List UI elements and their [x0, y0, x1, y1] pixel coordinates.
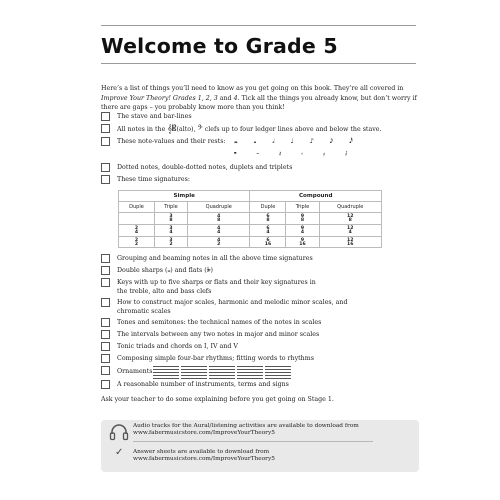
denominator: 16: [264, 242, 272, 248]
time-signature: [169, 215, 172, 224]
time-signature: [265, 239, 271, 248]
item-label: Tones and semitones: the technical names of the notes in scales: [117, 319, 322, 326]
item-label: The intervals between any two notes in major and minor scales: [117, 331, 320, 338]
time-signature: [301, 227, 304, 236]
numerator: 2: [134, 237, 139, 243]
time-signature: [266, 227, 269, 236]
denominator: 4: [266, 230, 270, 236]
time-signature: [217, 215, 220, 224]
checkbox[interactable]: [101, 278, 110, 287]
ornament-staff-icon: [209, 366, 235, 376]
time-signature: [169, 239, 172, 248]
numerator: 6: [266, 214, 270, 219]
time-signature-cell: [154, 224, 187, 236]
col-header: Triple: [154, 202, 187, 213]
time-signature-cell: [250, 236, 286, 248]
simple-header: Simple: [119, 191, 250, 202]
ornament-staff-icon: [265, 366, 291, 376]
item-label: Dotted notes, double-dotted notes, duplets and triplets: [117, 164, 293, 171]
col-header: Triple: [286, 202, 319, 213]
time-signature-cell: [286, 236, 319, 248]
checkbox[interactable]: [101, 124, 110, 133]
time-signature-cell: [119, 236, 155, 248]
time-signature-cell: [188, 224, 250, 236]
denominator: 8: [266, 218, 270, 224]
time-signature-cell: [119, 213, 155, 225]
intro-text-3: . Tick all the things you already know, but don’t worry if there are gaps – you probably know more than you think!: [101, 94, 417, 112]
table-row: [119, 224, 382, 236]
time-signature: [301, 215, 304, 224]
numerator: 6: [266, 237, 270, 243]
treble-clef-icon: 𝄞: [167, 124, 173, 133]
numerator: 4: [217, 214, 221, 219]
numerator: 12: [347, 237, 354, 243]
denominator: 8: [169, 218, 173, 224]
checkbox[interactable]: [101, 137, 110, 146]
compound-header: Compound: [250, 191, 382, 202]
checkbox[interactable]: [101, 298, 110, 307]
item-label: The stave and bar-lines: [117, 113, 192, 120]
time-signature: [217, 239, 220, 248]
checkbox[interactable]: [101, 330, 110, 339]
time-signature: [347, 227, 353, 236]
checkbox[interactable]: [101, 163, 110, 172]
checkbox[interactable]: [101, 342, 110, 351]
denominator: 4: [300, 230, 305, 236]
time-signature-cell: [154, 213, 187, 225]
bass-clef-icon: 𝄢: [197, 124, 203, 133]
time-signature: [266, 215, 269, 224]
time-signature-cell: [319, 224, 382, 236]
downloads-box: [101, 420, 419, 472]
checkbox[interactable]: [101, 175, 110, 184]
item-label: A reasonable number of instruments, terms and signs: [117, 381, 289, 388]
item-label: Grouping and beaming notes in all the above time signatures: [117, 255, 313, 262]
item-label: (alto),: [176, 126, 196, 133]
denominator: 16: [299, 242, 306, 248]
col-header: Quadruple: [319, 202, 382, 213]
title-rule: [101, 63, 416, 64]
col-header: Duple: [250, 202, 286, 213]
item-label: These time signatures:: [117, 176, 190, 183]
denominator: 8: [217, 218, 221, 224]
time-signature: [347, 239, 353, 248]
answers-download-text: Answer sheets are available to download from www.fabermusicstore.com/ImproveYourTheory5: [133, 449, 275, 463]
time-signature: [169, 227, 172, 236]
time-signature-cell: [319, 236, 382, 248]
note-values-icon: 𝅜 𝅝 𝅗𝅥 ♩ ♪ 𝅘𝅥𝅯 𝅘𝅥𝅰: [234, 137, 360, 145]
numerator: 9: [300, 214, 305, 219]
intro-text-2: and: [217, 94, 234, 102]
headphones-icon: [109, 423, 129, 441]
numerator: 3: [169, 214, 173, 219]
item-label: Composing simple four-bar rhythms; fitting words to rhythms: [117, 355, 314, 362]
time-signature-cell: [319, 213, 382, 225]
item-label: Keys with up to five sharps or flats and their key signatures in the treble, alto and bass clefs: [117, 279, 316, 295]
col-header: Quadruple: [188, 202, 250, 213]
time-signature-cell: [250, 213, 286, 225]
item-label: Double sharps (𝄪) and flats (𝄫): [117, 267, 213, 274]
alto-clef-icon: 𝄡: [172, 124, 177, 133]
time-signature: [347, 215, 353, 224]
item-label: Ornaments: [117, 368, 153, 375]
checkbox[interactable]: [101, 366, 110, 375]
item-label: How to construct major scales, harmonic and melodic minor scales, and chromatic scales: [117, 299, 348, 315]
time-signature-cell: [188, 213, 250, 225]
denominator: 4: [348, 230, 352, 236]
time-signature-cell: [286, 213, 319, 225]
numerator: 9: [300, 237, 305, 243]
time-signature: [135, 227, 138, 236]
item-label: Tonic triads and chords on I, IV and V: [117, 343, 238, 350]
page-title: Welcome to Grade 5: [101, 34, 338, 58]
checkbox[interactable]: [101, 354, 110, 363]
intro-paragraph: [101, 84, 419, 113]
checkbox[interactable]: [101, 318, 110, 327]
denominator: 16: [347, 242, 354, 248]
denominator: 2: [169, 242, 173, 248]
table-row: [119, 236, 382, 248]
col-header: Duple: [119, 202, 155, 213]
time-signature-cell: [119, 224, 155, 236]
time-signature-cell: [154, 236, 187, 248]
box-divider: [133, 441, 373, 442]
item-label: All notes in the: [117, 126, 166, 133]
denominator: 2: [217, 242, 221, 248]
time-signature: [299, 239, 305, 248]
ornament-staff-icon: [181, 366, 207, 376]
time-signature-cell: [286, 224, 319, 236]
checkbox[interactable]: [101, 266, 110, 275]
numerator: 12: [347, 214, 354, 219]
numerator: 6: [266, 225, 270, 231]
time-signature-cell: [188, 236, 250, 248]
check-icon: ✓: [115, 447, 124, 458]
time-signature: [135, 239, 138, 248]
table-row: [119, 213, 382, 225]
denominator: 2: [134, 242, 139, 248]
checkbox[interactable]: [101, 380, 110, 389]
denominator: 4: [217, 230, 221, 236]
checkbox[interactable]: [101, 254, 110, 263]
denominator: 8: [300, 218, 305, 224]
top-rule: [101, 25, 416, 26]
time-signature-cell: [250, 224, 286, 236]
intro-text-1: Here’s a list of things you’ll need to know as you get going on this book. They’re all covered in: [101, 85, 404, 92]
denominator: 4: [169, 230, 173, 236]
numerator: 2: [134, 225, 139, 231]
item-label-clefs: [117, 125, 417, 135]
numerator: 4: [217, 237, 221, 243]
item-label: These note-values and their rests:: [117, 138, 226, 145]
numerator: 3: [169, 237, 173, 243]
checkbox[interactable]: [101, 112, 110, 121]
numerator: 12: [347, 225, 354, 231]
time-signature-table: [118, 190, 382, 248]
item-label: clefs up to four ledger lines above and below the stave.: [204, 126, 382, 133]
numerator: 3: [169, 225, 173, 231]
numerator: 9: [300, 225, 305, 231]
numerator: 4: [217, 225, 221, 231]
time-signature: [217, 227, 220, 236]
teacher-note: Ask your teacher to do some explaining before you get going on Stage 1.: [101, 396, 334, 403]
audio-download-text: Audio tracks for the Aural/listening activities are available to download from www.fabermusicstore.com/ImproveYourTheory5: [133, 423, 359, 437]
intro-book-title: Improve Your Theory! Grades 1, 2, 3: [101, 94, 218, 102]
ornament-staff-icon: [153, 366, 179, 376]
intro-book-number: 4: [233, 94, 238, 102]
ornament-staff-icon: [237, 366, 263, 376]
rests-icon: 𝄺 𝄼 𝄽 𝄾 𝄿 𝅀: [234, 150, 357, 158]
denominator: 4: [134, 230, 139, 236]
denominator: 8: [348, 218, 352, 224]
